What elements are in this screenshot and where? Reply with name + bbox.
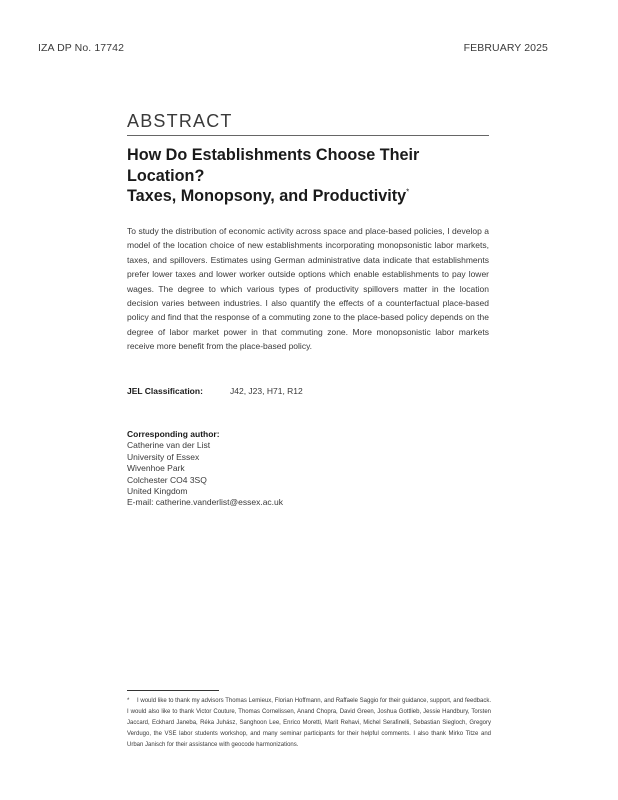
paper-title [127, 145, 489, 207]
title-subtitle: Taxes, Monopsony, and Productivity [127, 187, 407, 205]
author-country: United Kingdom [127, 486, 188, 497]
author-city: Colchester CO4 3SQ [127, 474, 207, 485]
author-email[interactable]: E-mail: catherine.vanderlist@essex.ac.uk [127, 497, 284, 508]
paper-number: IZA DP No. 17742 [38, 42, 125, 54]
title-line-3 [127, 186, 489, 207]
jel-classification [127, 386, 303, 396]
title-line-1: How Do Establishments Choose Their [127, 146, 420, 164]
title-footnote-mark: * [406, 187, 410, 197]
corresponding-author [127, 429, 283, 509]
abstract-text: To study the distribution of economic activity across space and place-based policies, I develop a model of the location choice of new establishments incorporating monopsonistic labor markets, taxes, and spillovers. Estimates using German administrative data indicate that establishments prefer lower taxes and lower worker outside options which enable establishments to pay lower wages. The degree to which various types of productivity spillovers matter in the location decision varies between industries. I also quantify the effects of a counterfactual place-based policy and find that the response of a commuting zone to the place-based policy depends on the degree of labor market power in that commuting zone. More monopsonistic labor markets receive more benefit from the place-based policy. [127, 226, 489, 352]
footnote-text: I would like to thank my advisors Thomas Lemieux, Florian Hoffmann, and Raffaele Saggio for their guidance, support, and feedback. I would also like to thank Victor Couture, Thomas Cornelissen, Anand Chopra, David Green, Joshua Gottlieb, Jessie Handbury, Torsten Jaccard, Eckhard Janeba, Réka Juhász, Sanghoon Lee, Enrico Moretti, Marit Rehavi, Michel Serafinelli, Sebastian Siegloch, Gregory Verdugo, the VSE labor students workshop, and many seminar participants for their helpful comments. I also thank Mirko Titze and Urban Janisch for their assistance with geocode harmonizations. [127, 698, 491, 749]
footnote-rule [127, 690, 219, 691]
jel-label: JEL Classification: [127, 386, 203, 396]
title-rule [127, 135, 489, 136]
author-name: Catherine van der List [127, 440, 211, 451]
corresponding-label: Corresponding author: [127, 429, 220, 439]
author-institution: University of Essex [127, 451, 200, 462]
title-line-2: Location? [127, 166, 205, 185]
footnote [127, 696, 491, 751]
footnote-mark: * [127, 698, 130, 704]
publication-date: FEBRUARY 2025 [463, 42, 548, 54]
jel-codes: J42, J23, H71, R12 [230, 386, 303, 396]
author-street: Wivenhoe Park [127, 463, 185, 474]
section-label: ABSTRACT [127, 111, 233, 131]
